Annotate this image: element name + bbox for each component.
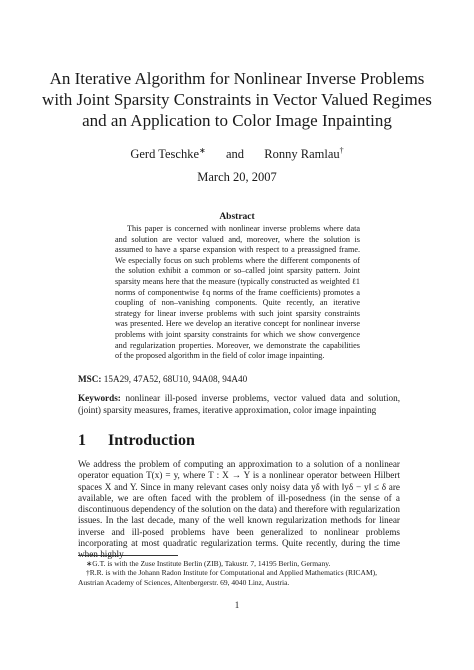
author-line [0,146,474,162]
footnote-1: ∗G.T. is with the Zuse Institute Berlin (ZIB), Takustr. 7, 14195 Berlin, Germany. [86,559,331,568]
keywords-text: nonlinear ill-posed inverse problems, vector valued data and solution, (joint) sparsity measures, frames, iterative approximation, color image inpainting [78,393,400,415]
introduction-text: We address the problem of computing an approximation to a solution of a nonlinear operator equation T(x) = y, where T : X → Y is a nonlinear operator between Hilbert spaces X and Y. Since in many relevant cases only noisy data yδ with ‖yδ − y‖ ≤ δ are available, we are often faced with the problem of ill-posedness (in the sense of a discontinuous dependency of the solution on the data) and therefore with regularization issues. In the last decade, many of the well known regularization methods for linear inverse and ill-posed problems have been generalized to nonlinear problems incorporating at most quadratic regularization terms. Quite recently, during the time when highly [78,459,400,560]
paper-date: March 20, 2007 [197,170,277,184]
section-heading [78,432,195,450]
keywords-block [78,393,400,416]
section-number: 1 [78,432,86,449]
author-2-name: Ronny Ramlau [264,147,340,162]
footnote-rule [78,555,178,556]
section-title: Introduction [108,432,195,449]
abstract-heading: Abstract [219,212,255,222]
author-1-mark: ∗ [199,146,206,155]
msc-line [78,374,398,384]
paper-title: An Iterative Algorithm for Nonlinear Inverse Problems with Joint Sparsity Constraints in Vector Valued Regimes and an Application to Color Image Inpainting [42,69,432,130]
keywords-label: Keywords: [78,393,121,403]
footnotes [78,559,400,587]
abstract-text: This paper is concerned with nonlinear inverse problems where data and solution are vector valued and, moreover, where the solution is assumed to have a sparse expansion with respect to a preassigned frame. We especially focus on such problems where the different components of the solution exhibit a common or so–called joint sparsity pattern. Joint sparsity means here that the measure (typically constructed as weighted ℓ1 norms of componentwise ℓq norms of the frame coefficients) promotes a coupling of non–vanishing components. Quite recently, an iterative strategy for linear inverse problems with such joint sparsity constraints was presented. Here we develop an iterative concept for nonlinear inverse problems with joint sparsity constraints for which we show convergence and regularization properties. Moreover, we demonstrate the capabilities of the proposed algorithm in the field of color image inpainting. [115,224,360,361]
author-separator: and [225,147,245,162]
author-1-name: Gerd Teschke [130,147,200,162]
author-2-mark: † [339,146,344,155]
msc-codes: 15A29, 47A52, 68U10, 94A08, 94A40 [103,374,248,384]
footnote-2: †R.R. is with the Johann Radon Institute for Computational and Applied Mathematics (RICAM), Austrian Academy of Sciences, Altenbergerstr. 69, 4040 Linz, Austria. [78,568,378,587]
msc-label: MSC: [78,374,102,384]
page-number: 1 [234,600,240,610]
